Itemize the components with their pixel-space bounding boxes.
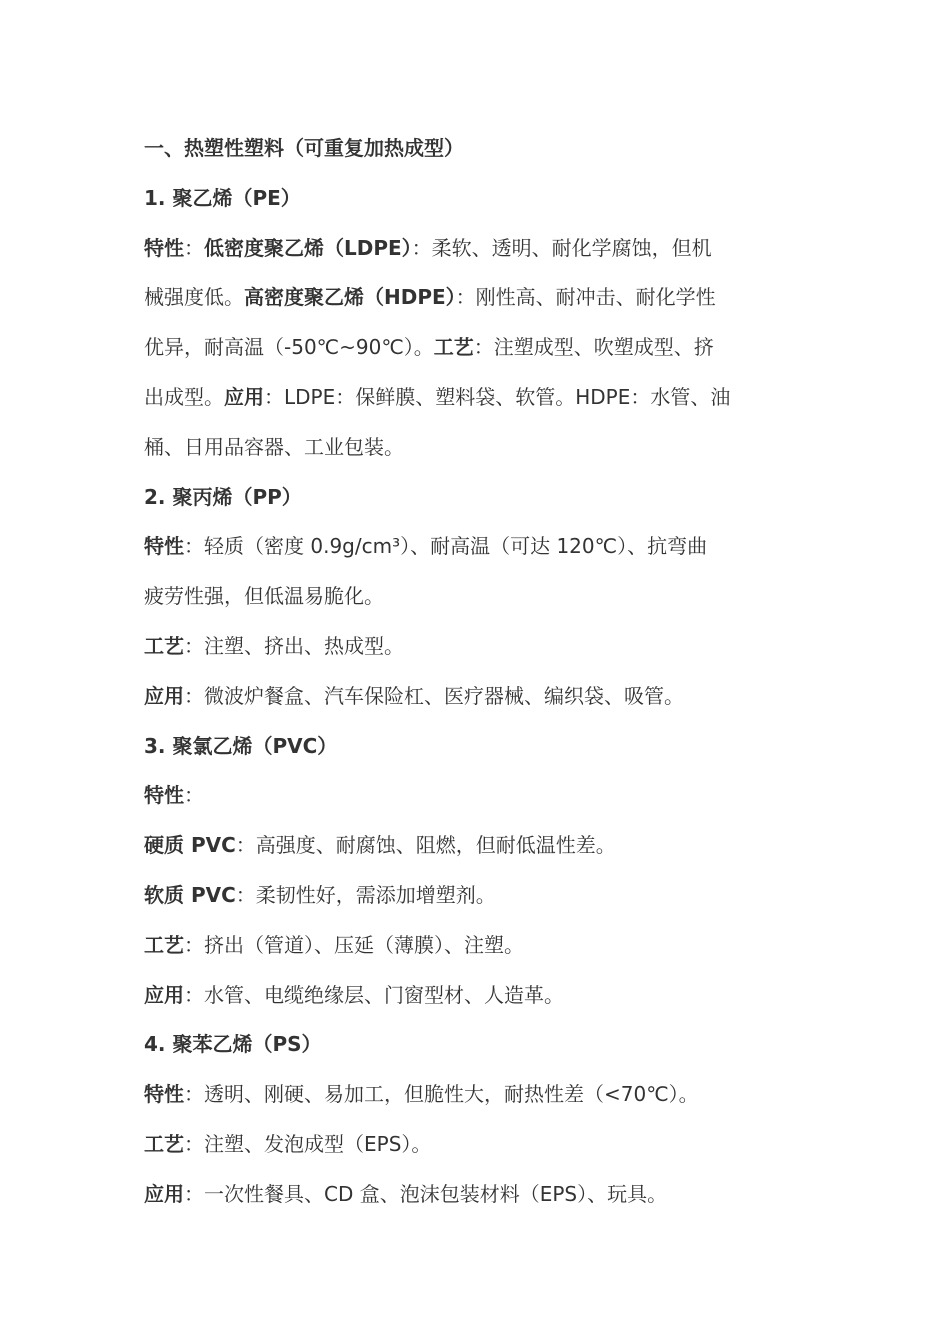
pe-line-5: 桶、日用品容器、工业包装。 [144,434,404,459]
pvc-property-line [144,771,824,821]
pvc-process-line [144,921,824,971]
pe-line-3 [144,323,824,373]
pe-hdpe-text: ：刚性高、耐冲击、耐化学性 [455,285,716,310]
pp-property-line-2: 疲劳性强，但低温易脆化。 [144,584,384,609]
ps-property-text: ：透明、刚硬、易加工，但脆性大，耐热性差（<70℃）。 [184,1082,699,1107]
ps-property-label: 特性 [144,1082,184,1107]
pe-process-text: ：注塑成型、吹塑成型、挤 [473,335,714,360]
ps-heading: 4. 聚苯乙烯（PS） [144,1032,322,1057]
pp-process-text: ：注塑、挤出、热成型。 [184,633,404,658]
pvc-property-label: 特性 [144,783,184,808]
pvc-hard-text: ：高强度、耐腐蚀、阻燃，但耐低温性差。 [235,833,616,858]
pe-process-label: 工艺 [433,335,474,360]
pe-ldpe-text: ：柔软、透明、耐化学腐蚀，但机 [411,235,712,260]
pvc-application-label: 应用 [144,982,184,1007]
pp-property-label: 特性 [144,534,184,559]
ps-process-line [144,1120,824,1170]
pe-ldpe-label: 低密度聚乙烯（LDPE） [204,235,412,260]
pp-heading: 2. 聚丙烯（PP） [144,484,302,509]
pp-process-label: 工艺 [144,633,184,658]
pvc-heading: 3. 聚氯乙烯（PVC） [144,733,338,758]
pe-line-4 [144,373,824,423]
ps-application-label: 应用 [144,1181,184,1206]
pe-paragraph [144,224,824,473]
pvc-property-colon: ： [184,783,204,808]
pvc-process-label: 工艺 [144,932,184,957]
pvc-hard-line [144,821,824,871]
pe-process-text-cont: 出成型。 [144,384,224,409]
ps-property-line [144,1070,824,1120]
pe-hdpe-label: 高密度聚乙烯（HDPE） [244,285,456,310]
pp-property-line-1 [144,522,824,572]
pvc-hard-label: 硬质 PVC [144,833,236,858]
ps-application-text: ：一次性餐具、CD 盒、泡沫包装材料（EPS）、玩具。 [184,1181,668,1206]
pvc-soft-text: ：柔韧性好，需添加增塑剂。 [235,882,496,907]
pe-colon: ： [184,235,204,260]
document-body [144,124,824,1220]
pe-property-label: 特性 [144,235,184,260]
pvc-soft-line [144,871,824,921]
section-title: 一、热塑性塑料（可重复加热成型） [144,136,464,160]
pe-ldpe-text-cont: 械强度低。 [144,285,244,310]
pp-process-line [144,622,824,672]
pe-line-1 [144,224,824,274]
pp-application-line [144,672,824,722]
pe-heading: 1. 聚乙烯（PE） [144,185,301,210]
ps-application-line [144,1170,824,1220]
pvc-soft-label: 软质 PVC [144,882,236,907]
ps-process-label: 工艺 [144,1131,184,1156]
pp-application-text: ：微波炉餐盒、汽车保险杠、医疗器械、编织袋、吸管。 [184,683,684,708]
pe-hdpe-text-cont: 优异，耐高温（-50℃~90℃）。 [144,335,434,360]
pvc-application-text: ：水管、电缆绝缘层、门窗型材、人造革。 [184,982,564,1007]
pe-application-text: ：LDPE：保鲜膜、塑料袋、软管。HDPE：水管、油 [264,384,731,409]
pp-application-label: 应用 [144,683,184,708]
pvc-process-text: ：挤出（管道）、压延（薄膜）、注塑。 [184,932,524,957]
pe-application-label: 应用 [224,384,264,409]
ps-process-text: ：注塑、发泡成型（EPS）。 [184,1131,432,1156]
pp-property-text: ：轻质（密度 0.9g/cm³）、耐高温（可达 120℃）、抗弯曲 [184,534,708,559]
pvc-application-line [144,971,824,1021]
pe-line-2 [144,273,824,323]
